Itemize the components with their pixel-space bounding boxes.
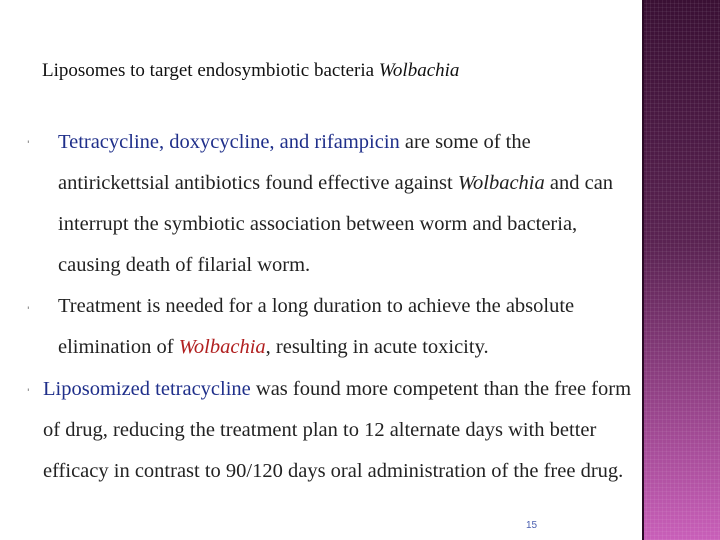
bullet-2-text-b: , resulting in acute toxicity. (265, 336, 489, 358)
bullet-2 (58, 286, 628, 368)
decorative-sidebar (642, 0, 720, 540)
slide-title-italic: Wolbachia (378, 60, 460, 81)
bullet-2-text-a: Treatment is needed for a long duration to achieve the absolute elimination of (58, 295, 575, 358)
bullet-3-highlight: Liposomized tetracycline (43, 378, 251, 400)
bullet-1 (58, 122, 628, 286)
bullet-marker-3: ' (27, 388, 30, 398)
bullet-1-italic: Wolbachia (457, 172, 545, 194)
sidebar-divider (642, 0, 644, 540)
bullet-marker-2: ' (27, 306, 30, 316)
bullet-1-text-a: are some of the antirickettsial antibiotics found effective against (58, 131, 531, 194)
slide-title (42, 58, 622, 84)
bullet-1-highlight: Tetracycline, doxycycline, and rifampicin (58, 131, 400, 153)
page-number: 15 (526, 520, 538, 531)
bullet-3 (43, 369, 633, 492)
bullet-2-italic: Wolbachia (178, 336, 266, 358)
bullet-marker-1: ' (27, 140, 30, 150)
bullet-1-text-b: and can interrupt the symbiotic association between worm and bacteria, causing death of filarial worm. (58, 172, 614, 276)
bullet-3-text-a: was found more competent than the free form of drug, reducing the treatment plan to 12 alternate days with better efficacy in contrast to 90/120 days oral administration of the free drug. (43, 378, 632, 482)
slide-title-text: Liposomes to target endosymbiotic bacteria (42, 60, 379, 81)
